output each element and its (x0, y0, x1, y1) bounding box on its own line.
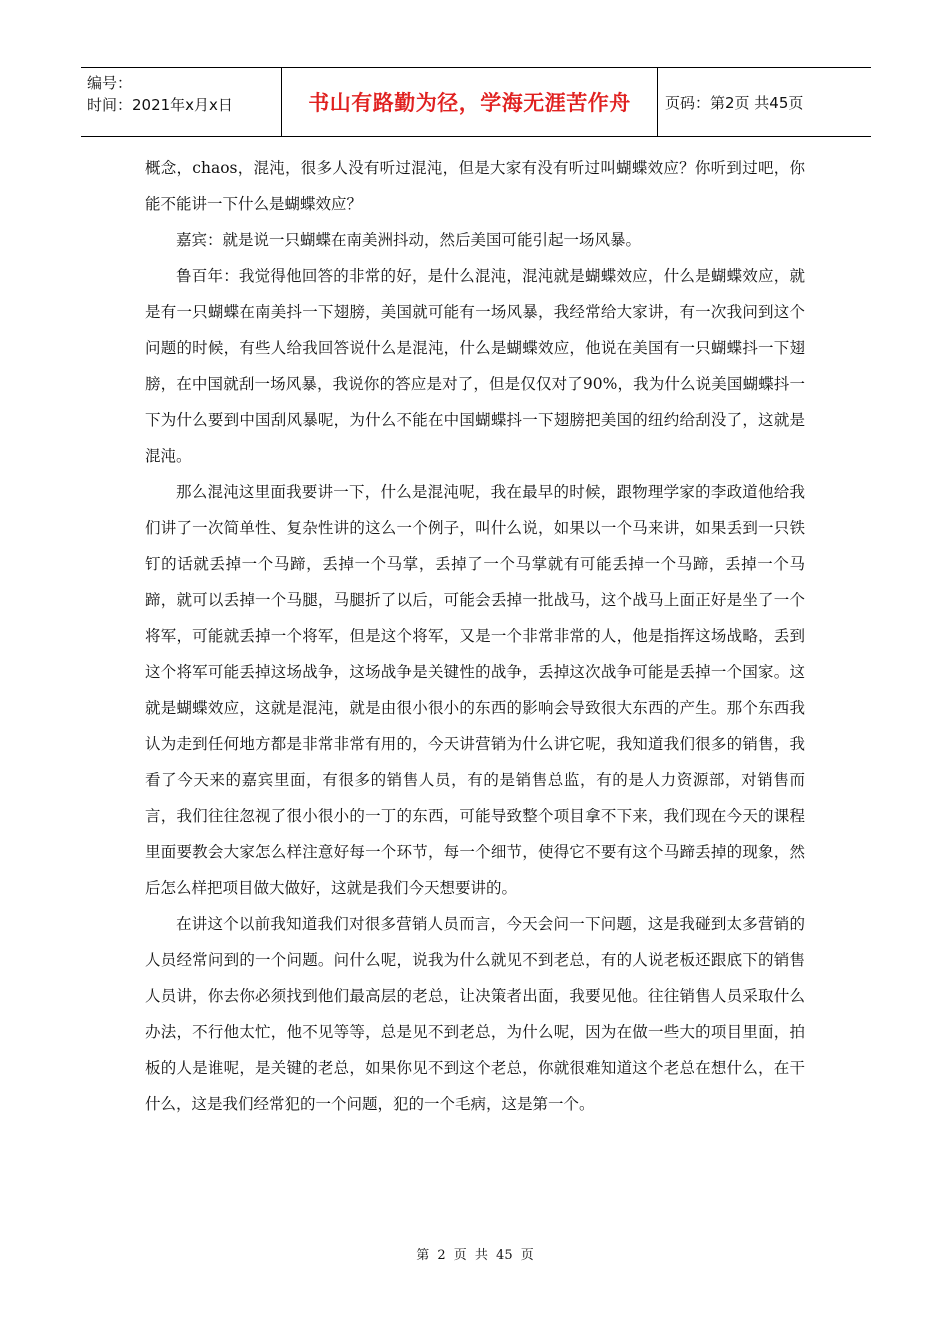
date-label: 时间：2021年x月x日 (87, 96, 233, 114)
header-meta (81, 68, 281, 136)
paragraph: 嘉宾：就是说一只蝴蝶在南美洲抖动，然后美国可能引起一场风暴。 (176, 231, 642, 249)
paragraph: 那么混沌这里面我要讲一下，什么是混沌呢，我在最早的时候，跟物理学家的李政道他给我们讲了一次简单性、复杂性讲的这么一个例子，叫什么说，如果以一个马来讲，如果丢到一只铁钉的话就丢掉一个马蹄，丢掉一个马掌，丢掉了一个马掌就有可能丢掉一个马蹄，丢掉一个马蹄，就可以丢掉一个马腿，马腿折了以后，可能会丢掉一批战马，这个战马上面正好是坐了一个将军，可能就丢掉一个将军，但是这个将军，又是一个非常非常的人，他是指挥这场战略，丢到这个将军可能丢掉这场战争，这场战争是关键性的战争，丢掉这次战争可能是丢掉一个国家。这就是蝴蝶效应，这就是混沌，就是由很小很小的东西的影响会导致很大东西的产生。那个东西我认为走到任何地方都是非常非常有用的，今天讲营销为什么讲它呢，我知道我们很多的销售，我看了今天来的嘉宾里面，有很多的销售人员，有的是销售总监，有的是人力资源部，对销售而言，我们往往忽视了很小很小的一丁的东西，可能导致整个项目拿不下来，我们现在今天的课程里面要教会大家怎么样注意好每一个环节，每一个细节，使得它不要有这个马蹄丢掉的现象，然后怎么样把项目做大做好，这就是我们今天想要讲的。 (145, 483, 805, 897)
document-header (81, 67, 871, 137)
header-page-number: 页码：第2页 共45页 (665, 93, 804, 112)
header-motto: 书山有路勤为径，学海无涯苦作舟 (281, 68, 658, 136)
page-footer: 第 2 页 共 45 页 (416, 1248, 534, 1263)
paragraph: 鲁百年：我觉得他回答的非常的好，是什么混沌，混沌就是蝴蝶效应，什么是蝴蝶效应，就是有一只蝴蝶在南美抖一下翅膀，美国就可能有一场风暴，我经常给大家讲，有一次我问到这个问题的时候，有些人给我回答说什么是混沌，什么是蝴蝶效应，他说在美国有一只蝴蝶抖一下翅膀，在中国就刮一场风暴，我说你的答应是对了，但是仅仅对了90%，我为什么说美国蝴蝶抖一下为什么要到中国刮风暴呢，为什么不能在中国蝴蝶抖一下翅膀把美国的纽约给刮没了，这就是混沌。 (145, 267, 805, 465)
paragraph: 在讲这个以前我知道我们对很多营销人员而言，今天会问一下问题，这是我碰到太多营销的人员经常问到的一个问题。问什么呢，说我为什么就见不到老总，有的人说老板还跟底下的销售人员讲，你去你必须找到他们最高层的老总，让决策者出面，我要见他。往往销售人员采取什么办法，不行他太忙，他不见等等，总是见不到老总，为什么呢，因为在做一些大的项目里面，拍板的人是谁呢，是关键的老总，如果你见不到这个老总，你就很难知道这个老总在想什么，在干什么，这是我们经常犯的一个问题，犯的一个毛病，这是第一个。 (145, 915, 805, 1113)
document-body (145, 150, 805, 1122)
number-label: 编号： (87, 74, 133, 92)
paragraph: 概念，chaos，混沌，很多人没有听过混沌，但是大家有没有听过叫蝴蝶效应？你听到过吧，你能不能讲一下什么是蝴蝶效应？ (145, 159, 805, 213)
